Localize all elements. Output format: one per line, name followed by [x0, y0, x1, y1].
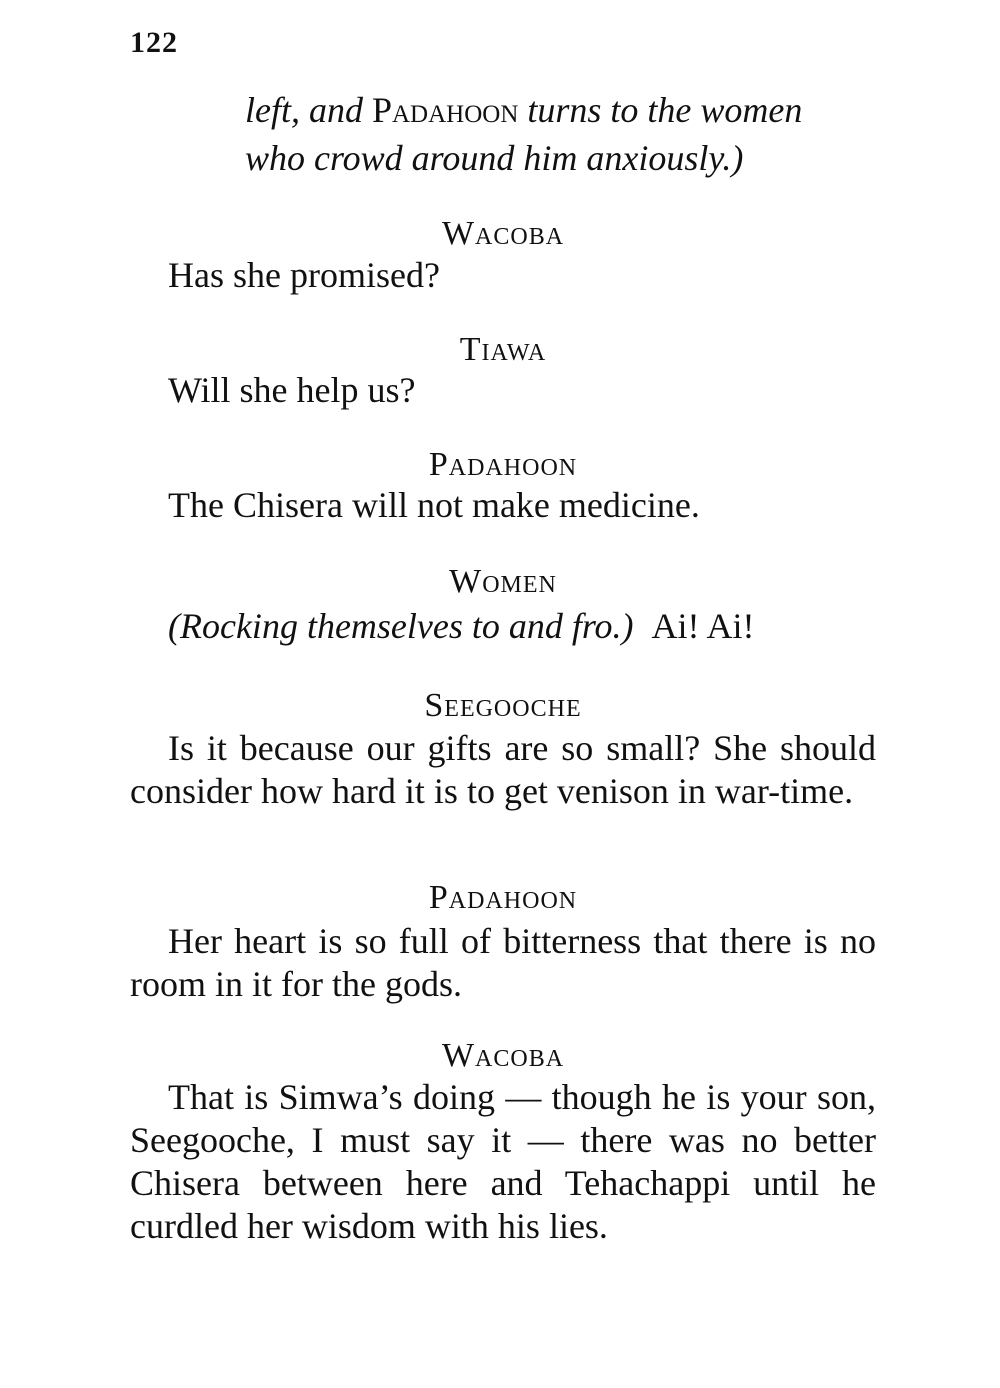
speech-line	[130, 605, 876, 648]
stage-direction	[245, 86, 885, 182]
speaker-name: Women	[449, 563, 557, 600]
speech-text: That is Simwa’s doing — though he is your son, Seegooche, I must say it — there was no better Chisera between here and Tehachappi until he curdled her wisdom with his lies.	[130, 1077, 876, 1246]
stage-direction-text: left, and	[245, 90, 363, 130]
speaker-name: Wacoba	[441, 215, 565, 252]
speech-text: Her heart is so full of bitterness that there is no room in it for the gods.	[130, 921, 876, 1004]
page-number: 122	[130, 26, 178, 59]
stage-direction-line-2: who crowd around him anxiously.)	[245, 138, 744, 178]
speaker-name: Padahoon	[428, 446, 578, 483]
speech-text: Is it because our gifts are so small? She should consider how hard it is to get venison in war-time.	[130, 728, 876, 811]
stage-direction-inline: (Rocking themselves to and fro.)	[168, 606, 634, 646]
speaker-name: Padahoon	[428, 879, 578, 916]
speech-text: Will she help us?	[168, 370, 416, 410]
speaker-name: Tiawa	[459, 331, 547, 368]
stage-direction-text: turns to the women	[527, 90, 803, 130]
speech-text: Ai! Ai!	[651, 606, 755, 646]
character-name: Padahoon	[371, 90, 519, 130]
speaker-name: Seegooche	[424, 687, 582, 724]
speech-text: The Chisera will not make medicine.	[168, 485, 700, 525]
speaker-name: Wacoba	[441, 1037, 565, 1074]
stage-direction-line-1	[245, 86, 885, 134]
speech-text: Has she promised?	[168, 255, 440, 295]
